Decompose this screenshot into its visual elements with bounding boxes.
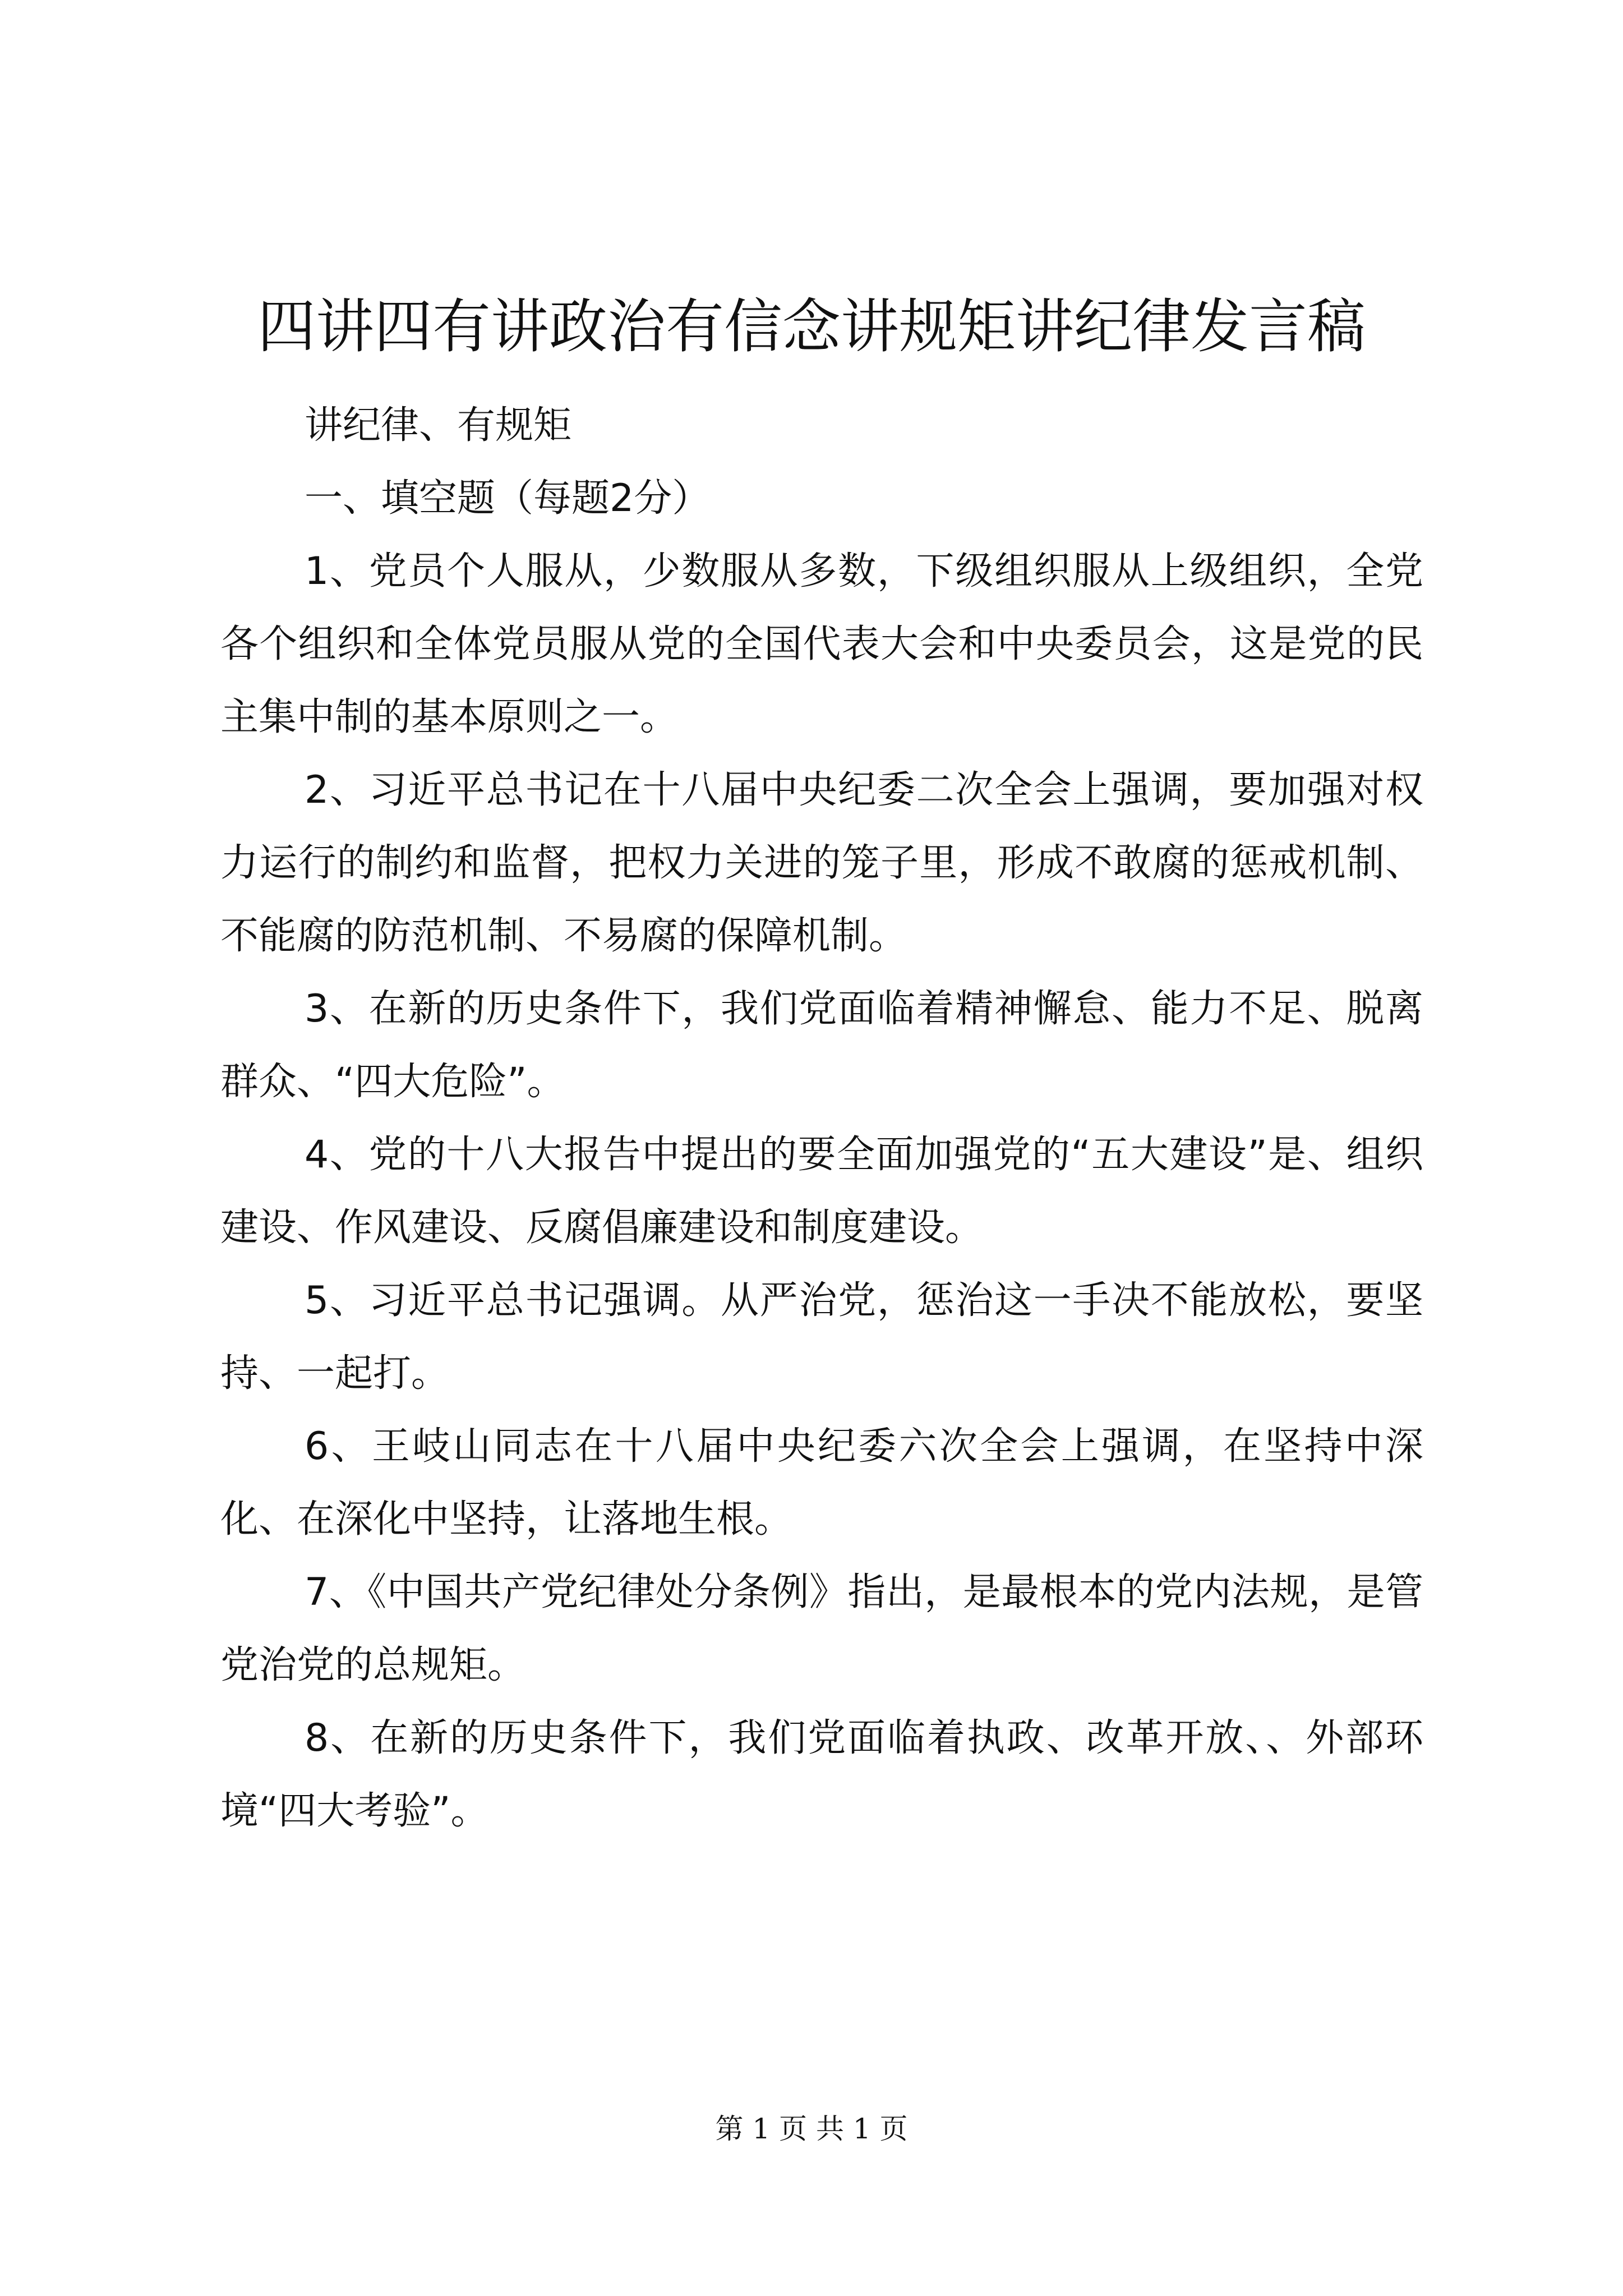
document-title: 四讲四有讲政治有信念讲规矩讲纪律发言稿 [257,292,1366,361]
document-body [220,389,1423,1848]
question-5: 5、习近平总书记强调。从严治党，惩治这一手决不能放松，要坚持、一起打。 [220,1278,1423,1396]
page-footer: 第 1 页 共 1 页 [715,2113,908,2145]
question-3: 3、在新的历史条件下，我们党面临着精神懈怠、能力不足、脱离群众、“四大危险”。 [220,987,1423,1104]
question-section-heading: 一、填空题（每题2分） [305,476,711,521]
question-8: 8、在新的历史条件下，我们党面临着执政、改革开放、、外部环境“四大考验”。 [220,1716,1423,1833]
question-1: 1、党员个人服从，少数服从多数，下级组织服从上级组织，全党各个组织和全体党员服从党的全国代表大会和中央委员会，这是党的民主集中制的基本原则之一。 [220,549,1423,739]
question-4: 4、党的十八大报告中提出的要全面加强党的“五大建设”是、组织建设、作风建设、反腐倡廉建设和制度建设。 [220,1133,1423,1250]
question-2: 2、习近平总书记在十八届中央纪委二次全会上强调，要加强对权力运行的制约和监督，把权力关进的笼子里，形成不敢腐的惩戒机制、不能腐的防范机制、不易腐的保障机制。 [220,768,1423,958]
question-7: 7、《中国共产党纪律处分条例》指出，是最根本的党内法规，是管党治党的总规矩。 [220,1570,1423,1687]
question-6: 6、王岐山同志在十八届中央纪委六次全会上强调，在坚持中深化、在深化中坚持，让落地生根。 [220,1424,1423,1542]
section-heading: 讲纪律、有规矩 [305,403,572,448]
